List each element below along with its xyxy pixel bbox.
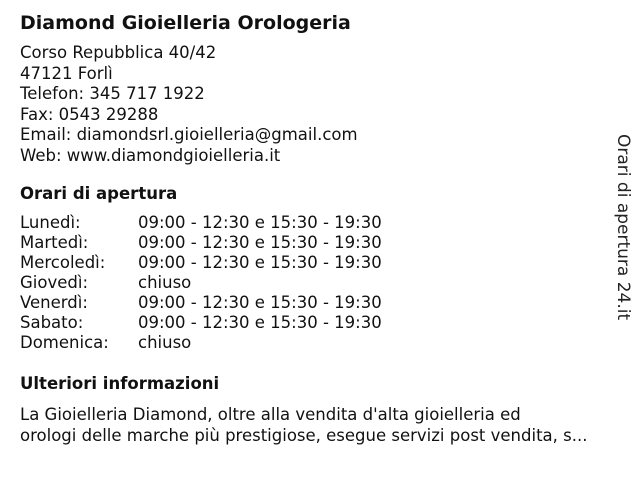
hours-row-friday [20, 293, 440, 313]
day-label: Giovedì: [20, 273, 88, 292]
hours-row-tuesday [20, 233, 440, 253]
time-value: 09:00 - 12:30 e 15:30 - 19:30 [138, 313, 382, 332]
email-address: Email: diamondsrl.gioielleria@gmail.com [20, 125, 358, 144]
day-label: Lunedì: [20, 213, 81, 232]
time-value: 09:00 - 12:30 e 15:30 - 19:30 [138, 213, 382, 232]
time-value: chiuso [138, 333, 192, 352]
time-value: 09:00 - 12:30 e 15:30 - 19:30 [138, 253, 382, 272]
opening-hours-list [20, 213, 440, 353]
day-label: Domenica: [20, 333, 109, 352]
address-line-2: 47121 Forlì [20, 63, 113, 83]
day-label: Sabato: [20, 313, 84, 332]
description-line-2: orologi delle marche più prestigiose, esegue servizi post vendita, s... [20, 426, 588, 445]
day-label: Martedì: [20, 233, 89, 252]
description-line-1: La Gioielleria Diamond, oltre alla vendita d'alta gioielleria ed [20, 405, 521, 424]
hours-row-sunday [20, 333, 440, 353]
fax-number: Fax: 0543 29288 [20, 104, 159, 124]
time-value: chiuso [138, 273, 192, 292]
day-label: Venerdì: [20, 293, 88, 312]
business-description [20, 404, 625, 446]
day-label: Mercoledì: [20, 253, 106, 272]
site-watermark: Orari di apertura 24.it [613, 134, 633, 321]
hours-row-thursday [20, 273, 440, 293]
phone-number: Telefon: 345 717 1922 [20, 84, 205, 103]
time-value: 09:00 - 12:30 e 15:30 - 19:30 [138, 233, 382, 252]
additional-info-heading: Ulteriori informazioni [20, 374, 220, 393]
time-value: 09:00 - 12:30 e 15:30 - 19:30 [138, 293, 382, 312]
hours-row-wednesday [20, 253, 440, 273]
contact-info [20, 43, 358, 166]
address-line-1: Corso Repubblica 40/42 [20, 43, 217, 62]
hours-row-saturday [20, 313, 440, 333]
opening-hours-heading: Orari di apertura [20, 184, 178, 203]
business-name: Diamond Gioielleria Orologeria [20, 12, 351, 34]
hours-row-monday [20, 213, 440, 233]
website-address: Web: www.diamondgioielleria.it [20, 145, 281, 165]
